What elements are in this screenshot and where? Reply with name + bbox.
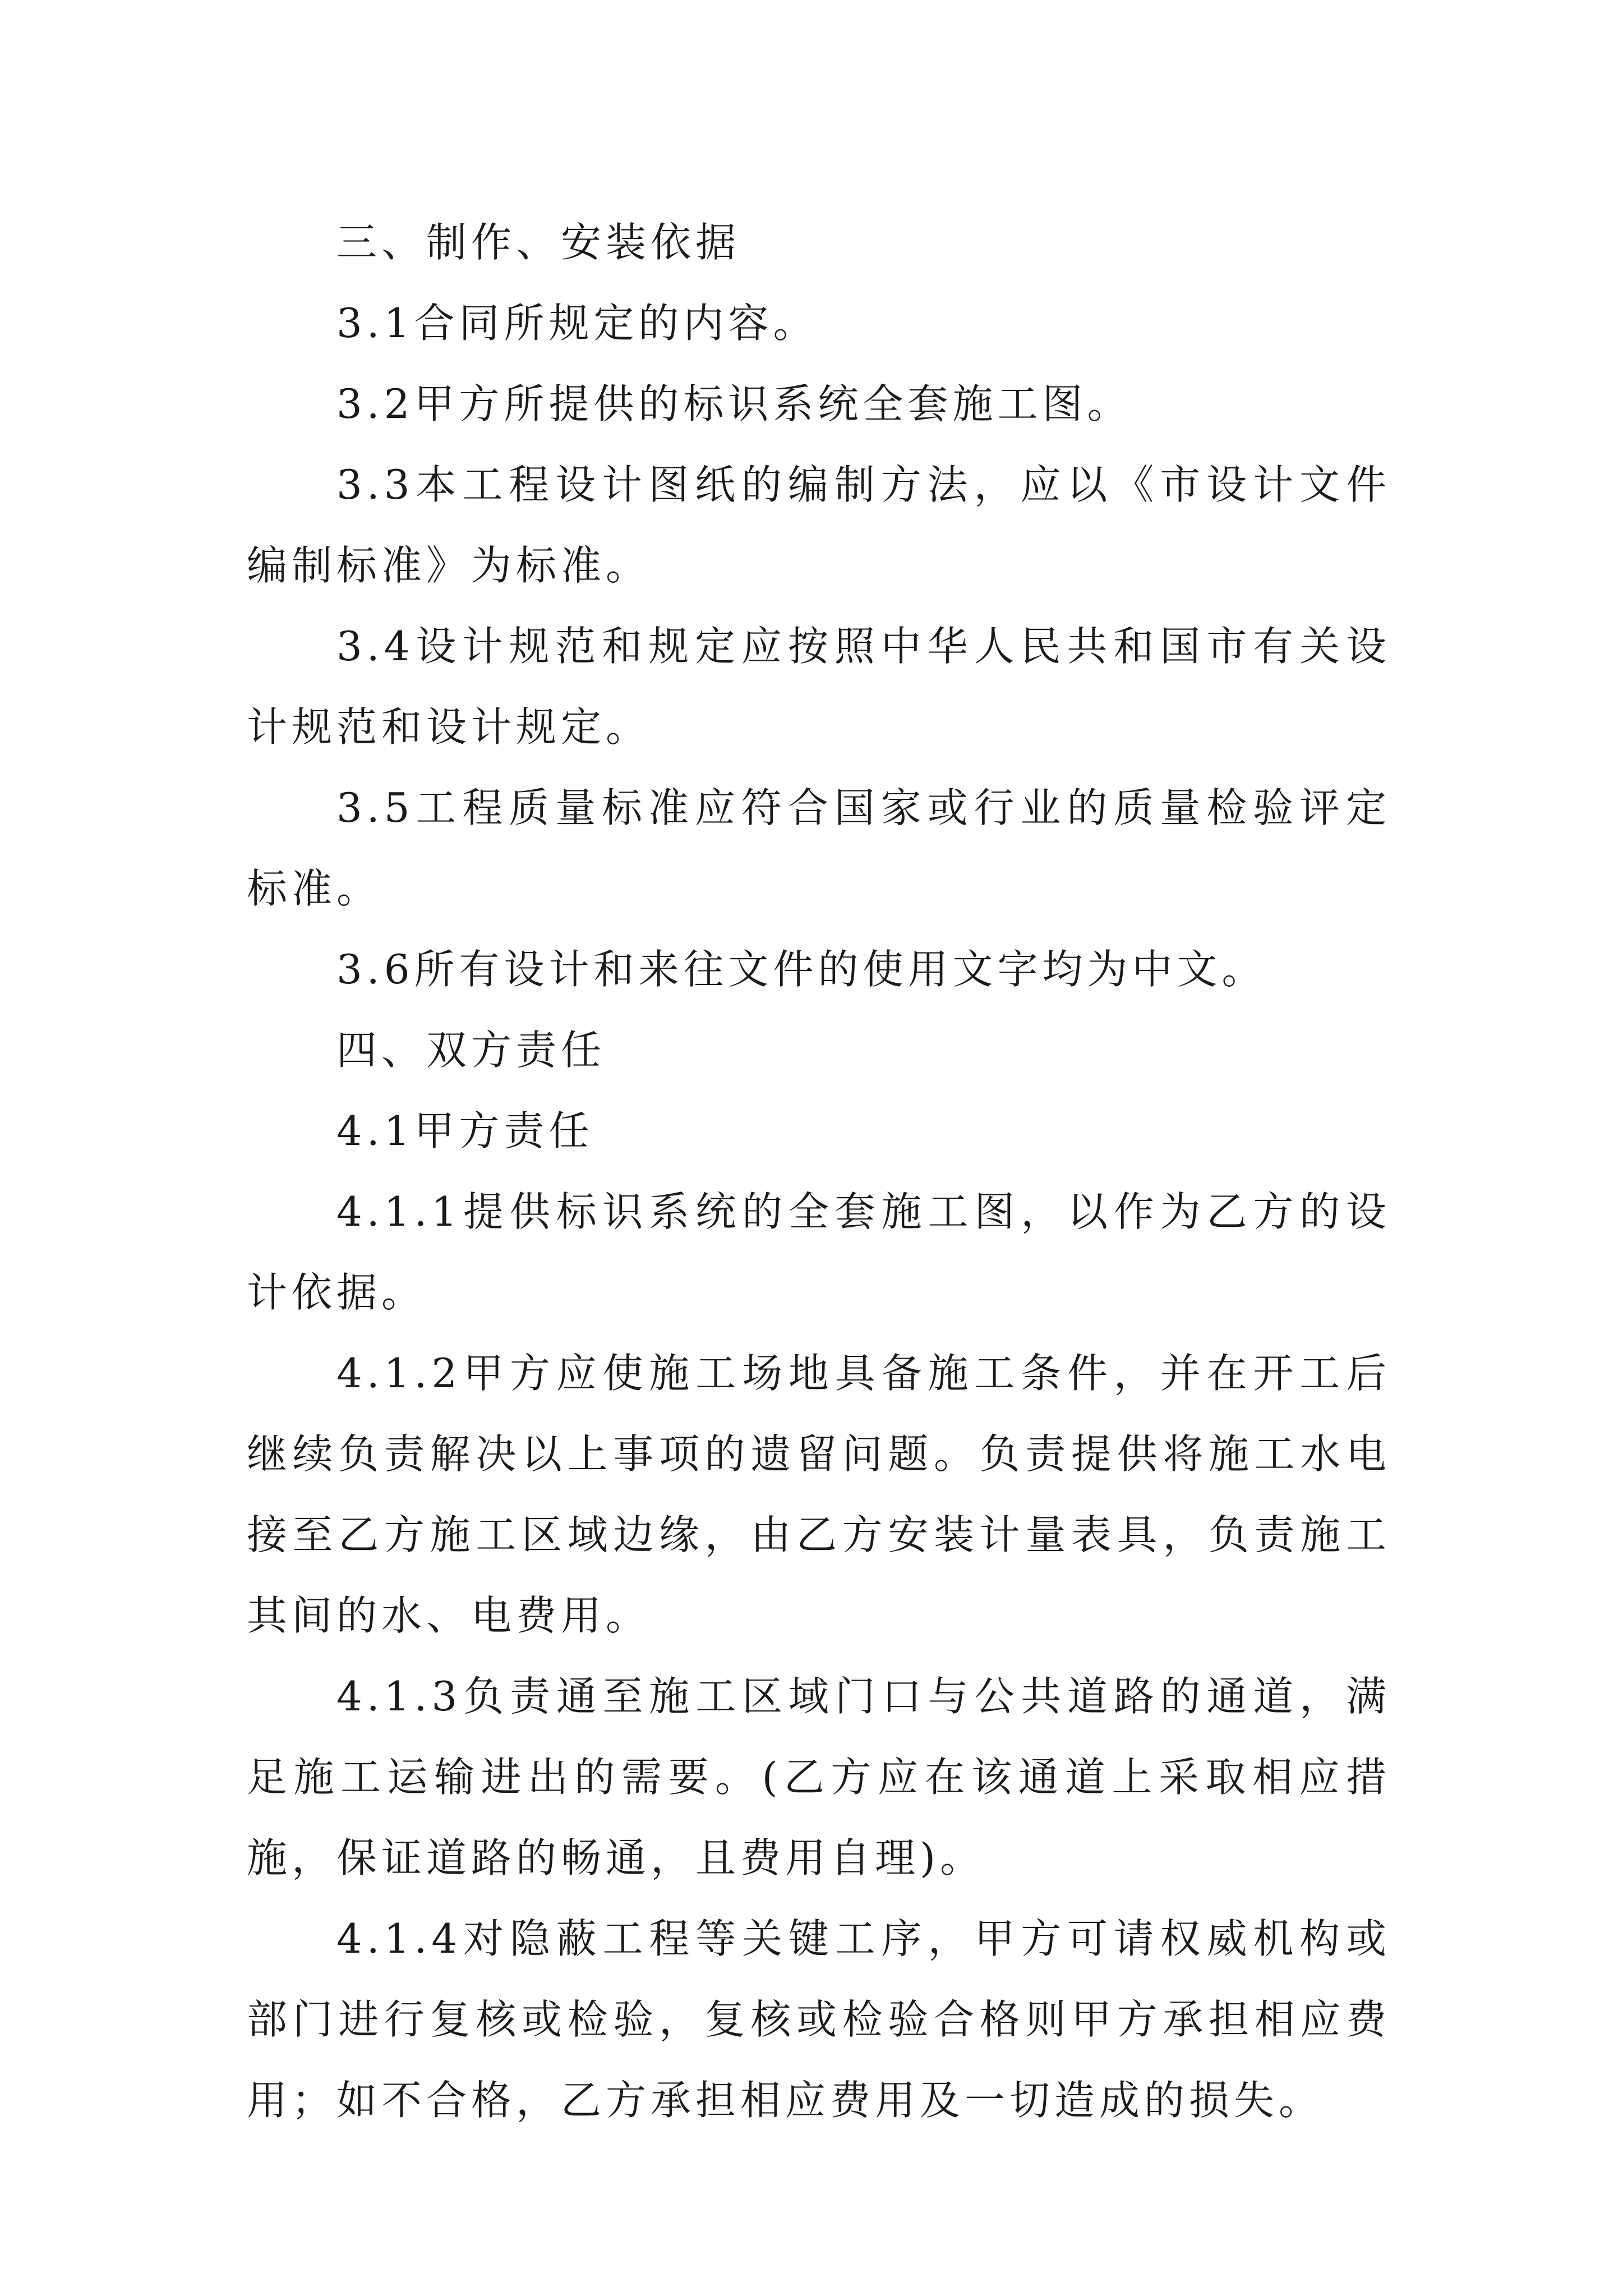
clause-3-2: 3.2甲方所提供的标识系统全套施工图。 [336, 380, 1132, 427]
clause-3-3: 3.3本工程设计图纸的编制方法，应以《市设计文件编制标准》为标准。 [247, 461, 1391, 589]
clause-4-1-2: 4.1.2甲方应使施工场地具备施工条件，并在开工后继续负责解决以上事项的遗留问题。负责提供将施工水电接至乙方施工区域边缘，由乙方安装计量表具，负责施工其间的水、电费用。 [247, 1350, 1391, 1639]
clause-4-1-3: 4.1.3负责通至施工区域门口与公共道路的通道，满足施工运输进出的需要。(乙方应在该通道上采取相应措施，保证道路的畅通，且费用自理)。 [247, 1673, 1391, 1881]
section-heading-3: 三、制作、安装依据 [336, 219, 741, 266]
document-body [247, 202, 1391, 2141]
clause-4-1-1: 4.1.1提供标识系统的全套施工图，以作为乙方的设计依据。 [247, 1188, 1391, 1316]
section-heading-4: 四、双方责任 [336, 1027, 606, 1074]
clause-3-5: 3.5工程质量标准应符合国家或行业的质量检验评定标准。 [247, 784, 1391, 912]
clause-4-1-4: 4.1.4对隐蔽工程等关键工序，甲方可请权威机构或部门进行复核或检验，复核或检验合格则甲方承担相应费用；如不合格，乙方承担相应费用及一切造成的损失。 [247, 1915, 1391, 2124]
clause-3-1: 3.1合同所规定的内容。 [336, 300, 818, 347]
subsection-heading-4-1: 4.1甲方责任 [336, 1107, 594, 1154]
clause-3-4: 3.4设计规范和规定应按照中华人民共和国市有关设计规范和设计规定。 [247, 623, 1391, 751]
clause-3-6: 3.6所有设计和来往文件的使用文字均为中文。 [336, 946, 1267, 993]
